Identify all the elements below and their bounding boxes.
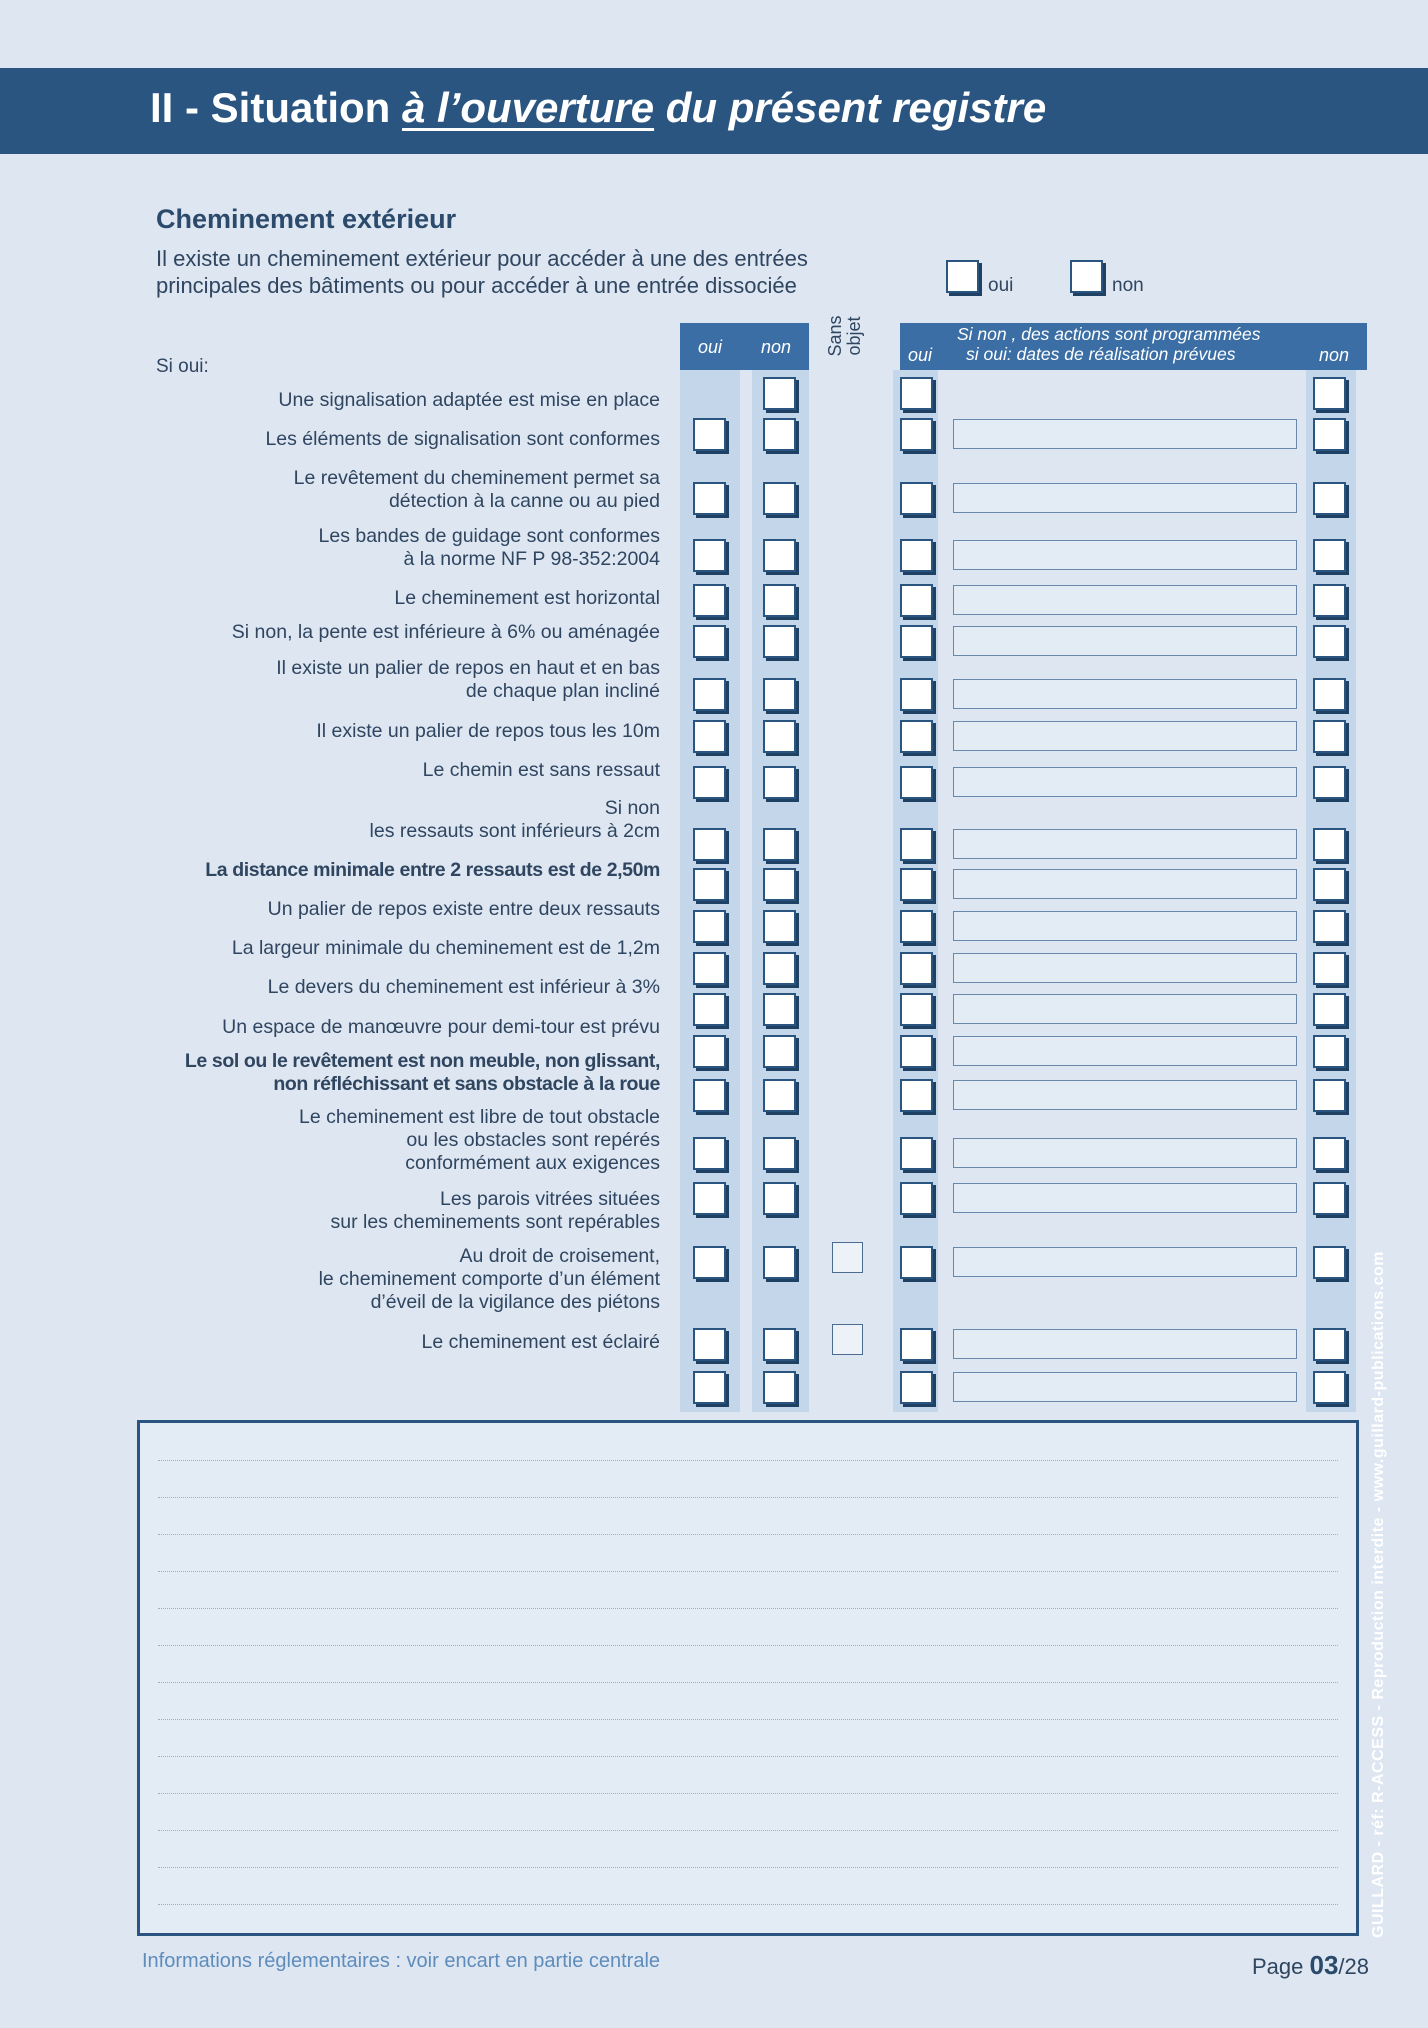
row-label-line: non réfléchissant et sans obstacle à la roue (273, 1073, 660, 1095)
action-non-checkbox[interactable] (1313, 720, 1346, 753)
intro-non-checkbox[interactable] (1070, 260, 1103, 293)
non-checkbox[interactable] (763, 482, 796, 515)
row-label (394, 587, 660, 610)
row-label-line: Les éléments de signalisation sont conformes (265, 428, 660, 450)
note-line (158, 1830, 1338, 1831)
date-input[interactable] (953, 419, 1297, 449)
date-input[interactable] (953, 1080, 1297, 1110)
row-label-line: Au droit de croisement, (459, 1245, 660, 1267)
non-checkbox[interactable] (763, 720, 796, 753)
note-line (158, 1756, 1338, 1757)
oui-checkbox[interactable] (693, 993, 726, 1026)
oui-checkbox[interactable] (693, 678, 726, 711)
action-non-checkbox[interactable] (1313, 828, 1346, 861)
non-checkbox[interactable] (763, 418, 796, 451)
action-oui-checkbox[interactable] (900, 539, 933, 572)
header-oui: oui (698, 337, 723, 357)
row-label-line: à la norme NF P 98-352:2004 (403, 548, 660, 570)
oui-checkbox[interactable] (693, 584, 726, 617)
row-label-line: Le revêtement du cheminement permet sa (293, 467, 660, 489)
row-label (319, 525, 661, 571)
non-checkbox[interactable] (763, 1246, 796, 1279)
intro-oui-label: oui (988, 275, 1014, 296)
action-oui-checkbox[interactable] (900, 1371, 933, 1404)
date-input[interactable] (953, 679, 1297, 709)
non-checkbox[interactable] (763, 766, 796, 799)
oui-checkbox[interactable] (693, 952, 726, 985)
action-oui-checkbox[interactable] (900, 482, 933, 515)
note-line (158, 1497, 1338, 1498)
action-non-checkbox[interactable] (1313, 868, 1346, 901)
action-non-checkbox[interactable] (1313, 1079, 1346, 1112)
action-non-checkbox[interactable] (1313, 1137, 1346, 1170)
header-actions-line1: Si non , des actions sont programmées (957, 324, 1261, 344)
non-checkbox[interactable] (763, 377, 796, 410)
si-oui-label: Si oui: (156, 356, 209, 377)
row-label (299, 1106, 660, 1175)
action-oui-checkbox[interactable] (900, 993, 933, 1026)
oui-checkbox[interactable] (693, 1035, 726, 1068)
header-actions-line2: si oui: dates de réalisation prévues (966, 344, 1236, 364)
row-label (232, 937, 660, 960)
note-line (158, 1460, 1338, 1461)
action-oui-checkbox[interactable] (900, 720, 933, 753)
non-checkbox[interactable] (763, 828, 796, 861)
row-label (294, 467, 660, 513)
action-non-checkbox[interactable] (1313, 482, 1346, 515)
action-non-checkbox[interactable] (1313, 1328, 1346, 1361)
row-label-line: détection à la canne ou au pied (388, 490, 660, 512)
note-line (158, 1719, 1338, 1720)
row-label-line: sur les cheminements sont repérables (330, 1211, 660, 1233)
action-oui-checkbox[interactable] (900, 418, 933, 451)
page-number: Page 03/28 (1252, 1950, 1370, 1980)
date-input[interactable] (953, 1329, 1297, 1359)
date-input[interactable] (953, 994, 1297, 1024)
header-oui2: oui (908, 345, 933, 365)
row-label-line: ou les obstacles sont repérés (406, 1129, 660, 1151)
oui-checkbox[interactable] (693, 418, 726, 451)
date-input[interactable] (953, 1372, 1297, 1402)
oui-checkbox[interactable] (693, 1246, 726, 1279)
row-label-line: les ressauts sont inférieurs à 2cm (369, 820, 660, 842)
action-oui-checkbox[interactable] (900, 952, 933, 985)
action-non-checkbox[interactable] (1313, 993, 1346, 1026)
row-label-line: Il existe un palier de repos en haut et en bas (276, 657, 660, 679)
note-line (158, 1645, 1338, 1646)
non-checkbox[interactable] (763, 993, 796, 1026)
row-label (268, 898, 660, 921)
action-oui-checkbox[interactable] (900, 584, 933, 617)
action-oui-checkbox[interactable] (900, 1182, 933, 1215)
date-input[interactable] (953, 953, 1297, 983)
row-label (268, 976, 660, 999)
oui-checkbox[interactable] (693, 625, 726, 658)
action-non-checkbox[interactable] (1313, 678, 1346, 711)
action-non-checkbox[interactable] (1313, 418, 1346, 451)
action-non-checkbox[interactable] (1313, 377, 1346, 410)
oui-checkbox[interactable] (693, 1182, 726, 1215)
notes-area[interactable] (137, 1420, 1359, 1936)
row-label-line: conformément aux exigences (405, 1152, 660, 1174)
action-oui-checkbox[interactable] (900, 1035, 933, 1068)
intro-text-line1: Il existe un cheminement extérieur pour accéder à une des entrées (156, 246, 808, 271)
row-label (205, 859, 660, 882)
non-checkbox[interactable] (763, 1371, 796, 1404)
action-oui-checkbox[interactable] (900, 1079, 933, 1112)
date-input[interactable] (953, 829, 1297, 859)
note-line (158, 1904, 1338, 1905)
oui-checkbox[interactable] (693, 1371, 726, 1404)
sans-objet-checkbox[interactable] (832, 1324, 863, 1355)
non-checkbox[interactable] (763, 539, 796, 572)
action-oui-checkbox[interactable] (900, 868, 933, 901)
intro-text-line2: principales des bâtiments ou pour accéder à une entrée dissociée (156, 273, 797, 298)
action-non-checkbox[interactable] (1313, 539, 1346, 572)
row-label-line: Le cheminement est libre de tout obstacle (299, 1106, 660, 1128)
action-non-checkbox[interactable] (1313, 766, 1346, 799)
row-label (276, 657, 660, 703)
row-label-line: Le cheminement est éclairé (421, 1331, 660, 1353)
non-checkbox[interactable] (763, 1079, 796, 1112)
row-label (222, 1016, 660, 1039)
row-label-line: Si non, la pente est inférieure à 6% ou aménagée (231, 621, 660, 643)
page-title: II - Situation à l’ouverture du présent registre (150, 84, 1047, 131)
row-label-line: Il existe un palier de repos tous les 10m (316, 720, 660, 742)
row-label (185, 1050, 660, 1096)
non-checkbox[interactable] (763, 1035, 796, 1068)
non-checkbox[interactable] (763, 868, 796, 901)
action-non-checkbox[interactable] (1313, 910, 1346, 943)
row-label (423, 759, 660, 782)
action-oui-checkbox[interactable] (900, 678, 933, 711)
oui-checkbox[interactable] (693, 766, 726, 799)
action-non-checkbox[interactable] (1313, 1371, 1346, 1404)
action-non-checkbox[interactable] (1313, 1182, 1346, 1215)
action-oui-checkbox[interactable] (900, 377, 933, 410)
oui-checkbox[interactable] (693, 910, 726, 943)
footer-info: Informations réglementaires : voir encart en partie centrale (142, 1950, 661, 1972)
action-non-checkbox[interactable] (1313, 952, 1346, 985)
date-input[interactable] (953, 1247, 1297, 1277)
date-input[interactable] (953, 626, 1297, 656)
date-input[interactable] (953, 1138, 1297, 1168)
oui-checkbox[interactable] (693, 1079, 726, 1112)
non-checkbox[interactable] (763, 584, 796, 617)
action-non-checkbox[interactable] (1313, 625, 1346, 658)
row-label-line: Le devers du cheminement est inférieur à 3% (267, 976, 660, 998)
note-line (158, 1608, 1338, 1609)
intro-non-label: non (1112, 275, 1144, 296)
section-title: Cheminement extérieur (156, 204, 457, 234)
action-oui-checkbox[interactable] (900, 1246, 933, 1279)
row-label (278, 389, 660, 412)
table-header-oui-non (680, 323, 809, 370)
row-label-line: Le sol ou le revêtement est non meuble, non glissant, (184, 1050, 660, 1072)
row-label-line: Le chemin est sans ressaut (422, 759, 660, 781)
row-label (232, 621, 660, 644)
date-input[interactable] (953, 767, 1297, 797)
action-oui-checkbox[interactable] (900, 766, 933, 799)
header-non2: non (1319, 345, 1350, 365)
oui-checkbox[interactable] (693, 482, 726, 515)
header-sans-objet: Sans objet (825, 315, 864, 357)
row-label (370, 797, 660, 843)
row-label (422, 1331, 660, 1354)
row-label-line: Un espace de manœuvre pour demi-tour est prévu (222, 1016, 660, 1038)
row-label-line: Si non (604, 797, 660, 819)
row-label (319, 1245, 660, 1314)
action-non-checkbox[interactable] (1313, 1035, 1346, 1068)
action-oui-checkbox[interactable] (900, 1328, 933, 1361)
action-oui-checkbox[interactable] (900, 910, 933, 943)
note-line (158, 1534, 1338, 1535)
non-checkbox[interactable] (763, 1328, 796, 1361)
note-line (158, 1867, 1338, 1868)
non-checkbox[interactable] (763, 910, 796, 943)
row-label-line: Le cheminement est horizontal (394, 587, 660, 609)
row-label (316, 720, 660, 743)
non-checkbox[interactable] (763, 625, 796, 658)
action-oui-checkbox[interactable] (900, 1137, 933, 1170)
note-line (158, 1571, 1338, 1572)
date-input[interactable] (953, 1036, 1297, 1066)
row-label-line: Les bandes de guidage sont conformes (318, 525, 660, 547)
row-label-line: Un palier de repos existe entre deux ressauts (267, 898, 660, 920)
row-label-line: d’éveil de la vigilance des piétons (370, 1291, 660, 1313)
oui-checkbox[interactable] (693, 1137, 726, 1170)
row-label (331, 1188, 661, 1234)
date-input[interactable] (953, 721, 1297, 751)
non-checkbox[interactable] (763, 1137, 796, 1170)
action-oui-checkbox[interactable] (900, 828, 933, 861)
row-label-line: Les parois vitrées situées (439, 1188, 660, 1210)
row-label-line: le cheminement comporte d’un élément (318, 1268, 660, 1290)
non-checkbox[interactable] (763, 952, 796, 985)
oui-checkbox[interactable] (693, 1328, 726, 1361)
oui-checkbox[interactable] (693, 868, 726, 901)
sans-objet-checkbox[interactable] (832, 1242, 863, 1273)
date-input[interactable] (953, 1183, 1297, 1213)
date-input[interactable] (953, 911, 1297, 941)
action-non-checkbox[interactable] (1313, 584, 1346, 617)
row-label-line: Une signalisation adaptée est mise en place (278, 389, 660, 411)
oui-checkbox[interactable] (693, 828, 726, 861)
table-header-actions (900, 323, 1367, 370)
note-line (158, 1682, 1338, 1683)
vertical-credit: GUILLARD - réf: R-ACCESS - Reproduction interdite - www.guillard-publications.com (1370, 1250, 1387, 1938)
date-input[interactable] (953, 869, 1297, 899)
date-input[interactable] (953, 540, 1297, 570)
row-label-line: La largeur minimale du cheminement est de 1,2m (231, 937, 660, 959)
oui-checkbox[interactable] (693, 720, 726, 753)
action-oui-checkbox[interactable] (900, 625, 933, 658)
non-checkbox[interactable] (763, 678, 796, 711)
non-checkbox[interactable] (763, 1182, 796, 1215)
oui-checkbox[interactable] (693, 539, 726, 572)
date-input[interactable] (953, 585, 1297, 615)
row-label (265, 428, 660, 451)
row-label-line: La distance minimale entre 2 ressauts est de 2,50m (205, 859, 660, 881)
header-non: non (761, 337, 792, 357)
intro-oui-checkbox[interactable] (946, 260, 979, 293)
row-label-line: de chaque plan incliné (465, 680, 660, 702)
date-input[interactable] (953, 483, 1297, 513)
note-line (158, 1793, 1338, 1794)
action-non-checkbox[interactable] (1313, 1246, 1346, 1279)
